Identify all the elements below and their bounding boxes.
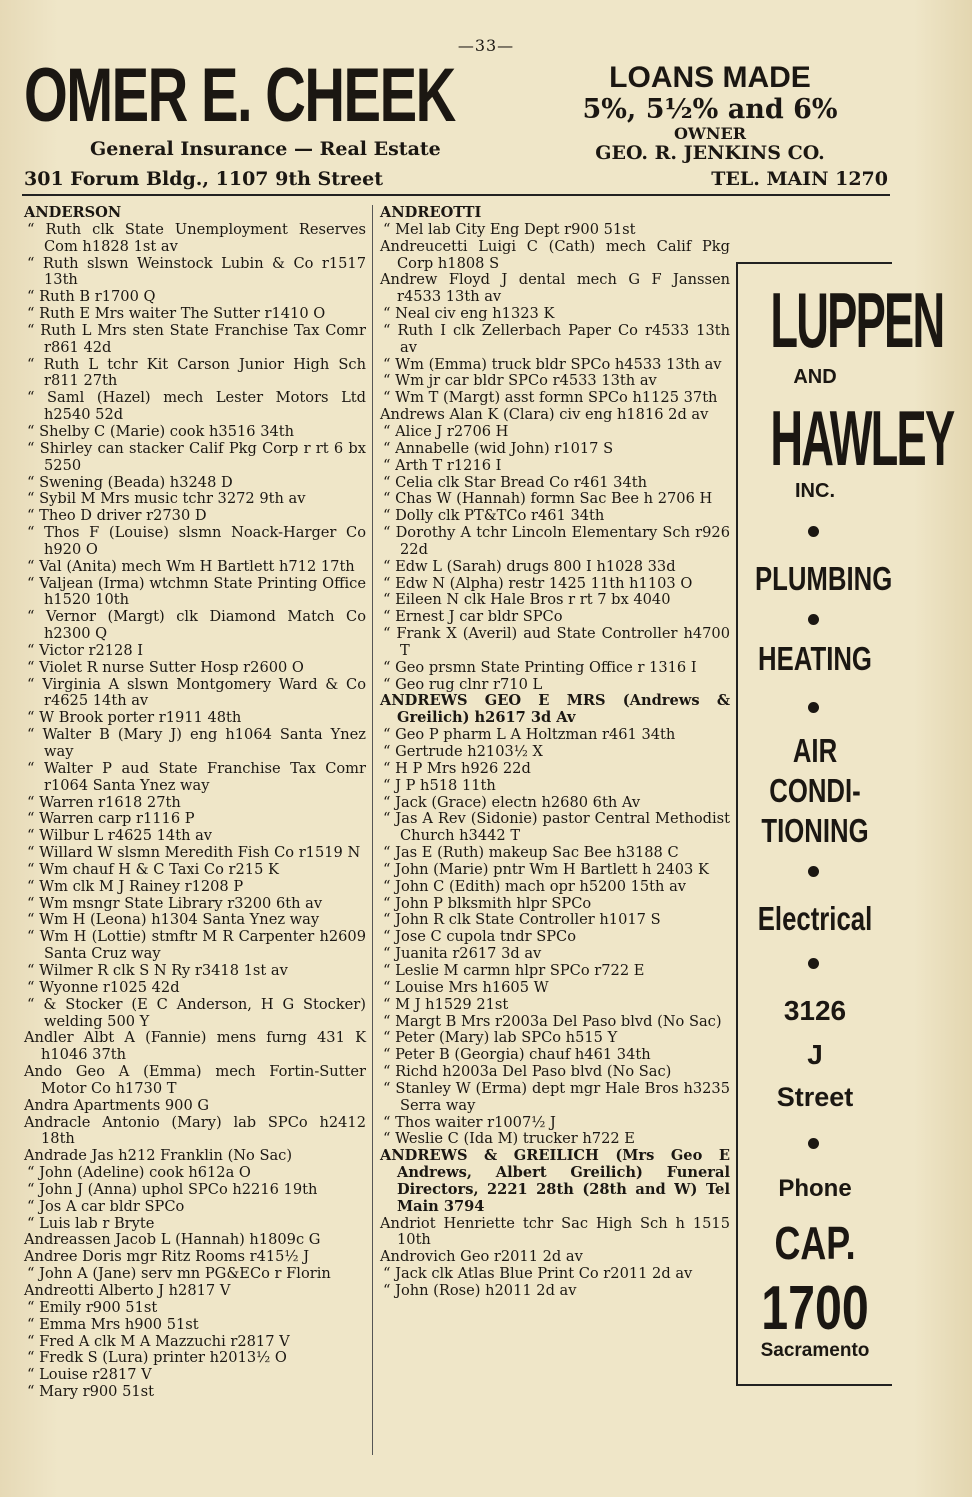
directory-entry: “ John (Adeline) cook h612a O (24, 1165, 366, 1182)
directory-entry: “ Weslie C (Ida M) trucker h722 E (380, 1131, 730, 1148)
directory-entry: “ Ruth slswn Weinstock Lubin & Co r1517 13th (24, 256, 366, 290)
directory-entry: “ Chas W (Hannah) formn Sac Bee h 2706 H (380, 491, 730, 508)
ad-street-number: 3126 (783, 995, 847, 1026)
ad-phone-number: 1700 (761, 1274, 869, 1343)
directory-entry: “ Margt B Mrs r2003a Del Paso blvd (No Sac) (380, 1014, 730, 1031)
directory-entry: Andreotti Alberto J h2817 V (24, 1282, 231, 1299)
bullet-dot (808, 958, 819, 969)
directory-entry: “ Ruth L tchr Kit Carson Junior High Sch r811 27th (24, 357, 366, 391)
directory-entry: Ando Geo A (Emma) mech Fortin-Sutter Motor Co h1730 T (24, 1063, 366, 1097)
header-rule (22, 194, 890, 196)
directory-entry: “ Dorothy A tchr Lincoln Elementary Sch r926 22d (380, 525, 730, 559)
directory-entry: “ H P Mrs h926 22d (380, 761, 730, 778)
owner-label: OWNER (673, 124, 747, 143)
directory-entry: “ Shelby C (Marie) cook h3516 34th (24, 424, 366, 441)
directory-entry: “ Dolly clk PT&TCo r461 34th (380, 508, 730, 525)
directory-entry: “ Wm H (Leona) h1304 Santa Ynez way (24, 912, 366, 929)
directory-entry: Andra Apartments 900 G (24, 1096, 210, 1114)
directory-entry: “ Arth T r1216 I (380, 458, 730, 475)
directory-entry: Andree Doris mgr Ritz Rooms r415½ J (24, 1248, 310, 1266)
directory-entry: “ Emma Mrs h900 51st (24, 1317, 366, 1334)
directory-entry: Andrews Alan K (Clara) civ eng h1816 2d av (380, 406, 709, 424)
directory-entry: “ Wm clk M J Rainey r1208 P (24, 879, 366, 896)
directory-entry: “ John C (Edith) mach opr h5200 15th av (380, 879, 730, 896)
directory-entry: “ Fredk S (Lura) printer h2013½ O (24, 1350, 366, 1367)
directory-entry: Andriot Henriette tchr Sac High Sch h 1515 10th (380, 1214, 730, 1249)
directory-entry: “ Fred A clk M A Mazzuchi r2817 V (24, 1334, 366, 1351)
directory-entry: “ Val (Anita) mech Wm H Bartlett h712 17th (24, 559, 366, 576)
directory-entry: “ Luis lab r Bryte (24, 1216, 366, 1233)
ad-air: AIR (792, 732, 838, 769)
directory-entry: “ Richd h2003a Del Paso blvd (No Sac) (380, 1064, 730, 1081)
directory-entry: “ Louise r2817 V (24, 1367, 366, 1384)
directory-entry: “ John R clk State Controller h1017 S (380, 912, 730, 929)
directory-entry: “ John P blksmith hlpr SPCo (380, 896, 730, 913)
directory-entry: “ Valjean (Irma) wtchmn State Printing Office h1520 10th (24, 576, 366, 610)
directory-entry: “ Ruth L Mrs sten State Franchise Tax Comr r861 42d (24, 323, 366, 357)
directory-entry: Andrade Jas h212 Franklin (No Sac) (24, 1147, 293, 1165)
cheek-business: General Insurance — Real Estate (90, 138, 441, 160)
directory-entry: “ Geo prsmn State Printing Office r 1316 I (380, 660, 730, 677)
directory-entry: “ Jas E (Ruth) makeup Sac Bee h3188 C (380, 845, 730, 862)
directory-entry: Andreassen Jacob L (Hannah) h1809c G (24, 1231, 321, 1249)
directory-entry: “ Wm H (Lottie) stmftr M R Carpenter h2609 Santa Cruz way (24, 929, 366, 963)
directory-entry: “ Ruth I clk Zellerbach Paper Co r4533 13th av (380, 323, 730, 357)
loans-heading: LOANS MADE (609, 61, 811, 94)
ad-condi: CONDI- (769, 772, 861, 809)
directory-entry: ANDREWS & GREILICH (Mrs Geo E Andrews, Albert Greilich) Funeral Directors, 2221 28th (28th and W) Tel Main 3794 (380, 1147, 730, 1215)
directory-entry: “ W Brook porter r1911 48th (24, 710, 366, 727)
directory-entry: “ Geo P pharm L A Holtzman r461 34th (380, 727, 730, 744)
directory-entry: “ John J (Anna) uphol SPCo h2216 19th (24, 1182, 366, 1199)
directory-entry: “ Alice J r2706 H (380, 424, 730, 441)
directory-entry: “ Gertrude h2103½ X (380, 744, 730, 761)
directory-entry: “ Willard W slsmn Meredith Fish Co r1519 N (24, 845, 366, 862)
directory-entry: “ Mary r900 51st (24, 1384, 366, 1401)
ad-street-letter: J (807, 1039, 823, 1070)
directory-entry: “ Thos waiter r1007½ J (380, 1115, 730, 1132)
directory-entry: “ Edw L (Sarah) drugs 800 I h1028 33d (380, 559, 730, 576)
luppen-hawley-advertisement (736, 262, 954, 1386)
directory-entry: “ Wyonne r1025 42d (24, 980, 366, 997)
directory-entry: “ J P h518 11th (380, 778, 730, 795)
telephone: TEL. MAIN 1270 (711, 168, 888, 190)
ad-and: AND (793, 366, 837, 388)
surname-heading: ANDREOTTI (380, 204, 482, 221)
listing-column-left (24, 205, 366, 1401)
page-number: —33— (457, 36, 515, 55)
directory-entry: “ Emily r900 51st (24, 1300, 366, 1317)
directory-entry: “ Juanita r2617 3d av (380, 946, 730, 963)
bullet-dot (808, 526, 819, 537)
directory-entry: “ Stanley W (Erma) dept mgr Hale Bros h3235 Serra way (380, 1081, 730, 1115)
directory-entry: “ Walter B (Mary J) eng h1064 Santa Ynez way (24, 727, 366, 761)
directory-entry: “ Geo rug clnr r710 L (380, 677, 730, 694)
directory-entry: “ Warren carp r1116 P (24, 811, 366, 828)
directory-entry: Androvich Geo r2011 2d av (380, 1248, 583, 1266)
ad-city: Sacramento (760, 1340, 870, 1361)
directory-entry: “ Wm T (Margt) asst formn SPCo h1125 37th (380, 390, 730, 407)
directory-entry: “ John (Marie) pntr Wm H Bartlett h 2403 K (380, 862, 730, 879)
directory-entry: “ Jas A Rev (Sidonie) pastor Central Methodist Church h3442 T (380, 811, 730, 845)
directory-entry: “ Thos F (Louise) slsmn Noack-Harger Co h920 O (24, 525, 366, 559)
directory-entry: Andreucetti Luigi C (Cath) mech Calif Pkg Corp h1808 S (380, 237, 730, 272)
directory-entry: “ Theo D driver r2730 D (24, 508, 366, 525)
directory-entry: “ Swening (Beada) h3248 D (24, 475, 366, 492)
directory-entry: “ Neal civ eng h1323 K (380, 306, 730, 323)
directory-entry: “ Warren r1618 27th (24, 795, 366, 812)
ad-street: Street (776, 1082, 854, 1112)
ad-electrical: Electrical (757, 900, 873, 937)
directory-entry: “ Wm (Emma) truck bldr SPCo h4533 13th av (380, 357, 730, 374)
directory-entry: “ Wilbur L r4625 14th av (24, 828, 366, 845)
directory-entry: “ Sybil M Mrs music tchr 3272 9th av (24, 491, 366, 508)
directory-entry: “ Jose C cupola tndr SPCo (380, 929, 730, 946)
directory-entry: “ Mel lab City Eng Dept r900 51st (380, 222, 730, 239)
cheek-address: 301 Forum Bldg., 1107 9th Street (24, 168, 384, 190)
directory-entry: “ Edw N (Alpha) restr 1425 11th h1103 O (380, 576, 730, 593)
directory-entry: “ Ernest J car bldr SPCo (380, 609, 730, 626)
loan-rates: 5%, 5½% and 6% (582, 94, 838, 125)
directory-entry: “ Wm chauf H & C Taxi Co r215 K (24, 862, 366, 879)
directory-entry: “ John (Rose) h2011 2d av (380, 1283, 730, 1300)
ad-exchange: CAP. (774, 1217, 856, 1269)
directory-entry: “ Virginia A slswn Montgomery Ward & Co r4625 14th av (24, 677, 366, 711)
directory-entry: “ Ruth E Mrs waiter The Sutter r1410 O (24, 306, 366, 323)
directory-entry: “ Saml (Hazel) mech Lester Motors Ltd h2540 52d (24, 390, 366, 424)
directory-entry: “ Annabelle (wid John) r1017 S (380, 441, 730, 458)
directory-entry: “ Celia clk Star Bread Co r461 34th (380, 475, 730, 492)
ad-hawley: HAWLEY (770, 394, 954, 482)
directory-entry: “ Violet R nurse Sutter Hosp r2600 O (24, 660, 366, 677)
directory-entry: “ Victor r2128 I (24, 643, 366, 660)
bullet-dot (808, 614, 819, 625)
directory-entry: “ M J h1529 21st (380, 997, 730, 1014)
directory-entry: “ & Stocker (E C Anderson, H G Stocker) welding 500 Y (24, 997, 366, 1031)
ad-plumbing: PLUMBING (754, 560, 893, 597)
directory-entry: “ Ruth clk State Unemployment Reserves Com h1828 1st av (24, 222, 366, 256)
directory-entry: “ Peter B (Georgia) chauf h461 34th (380, 1047, 730, 1064)
bullet-dot (808, 702, 819, 713)
directory-entry: “ Wm msngr State Library r3200 6th av (24, 896, 366, 913)
directory-entry: “ Shirley can stacker Calif Pkg Corp r rt 6 bx 5250 (24, 441, 366, 475)
column-divider (372, 205, 373, 1455)
directory-entry: “ Wilmer R clk S N Ry r3418 1st av (24, 963, 366, 980)
ad-tioning: TIONING (761, 812, 869, 849)
directory-entry: “ John A (Jane) serv mn PG&ECo r Florin (24, 1266, 366, 1283)
surname-heading: ANDERSON (24, 204, 122, 221)
bullet-dot (808, 866, 819, 877)
directory-entry: ANDREWS GEO E MRS (Andrews & Greilich) h2617 3d Av (380, 692, 730, 727)
directory-entry: Andrew Floyd J dental mech G F Janssen r4533 13th av (380, 271, 730, 306)
ad-phone-label: Phone (778, 1175, 852, 1202)
directory-entry: “ Eileen N clk Hale Bros r rt 7 bx 4040 (380, 592, 730, 609)
directory-entry: “ Vernor (Margt) clk Diamond Match Co h2300 Q (24, 609, 366, 643)
ad-heating: HEATING (758, 640, 872, 677)
directory-entry: “ Walter P aud State Franchise Tax Comr r1064 Santa Ynez way (24, 761, 366, 795)
directory-entry: “ Jack (Grace) electn h2680 6th Av (380, 795, 730, 812)
ad-inc: INC. (795, 480, 835, 502)
cheek-name: OMER E. CHEEK (24, 53, 455, 138)
directory-entry: “ Leslie M carmn hlpr SPCo r722 E (380, 963, 730, 980)
directory-entry: Andler Albt A (Fannie) mens furng 431 K h1046 37th (24, 1029, 366, 1064)
directory-entry: “ Jos A car bldr SPCo (24, 1199, 366, 1216)
directory-entry: Andracle Antonio (Mary) lab SPCo h2412 18th (24, 1113, 366, 1148)
jenkins-name: GEO. R. JENKINS CO. (595, 142, 825, 164)
directory-entry: “ Jack clk Atlas Blue Print Co r2011 2d av (380, 1266, 730, 1283)
ad-luppen: LUPPEN (770, 276, 944, 364)
listing-column-right (380, 205, 730, 1300)
directory-entry: “ Peter (Mary) lab SPCo h515 Y (380, 1030, 730, 1047)
directory-entry: “ Frank X (Averil) aud State Controller h4700 T (380, 626, 730, 660)
directory-entry: “ Ruth B r1700 Q (24, 289, 366, 306)
directory-entry: “ Wm jr car bldr SPCo r4533 13th av (380, 373, 730, 390)
bullet-dot (808, 1138, 819, 1149)
directory-entry: “ Louise Mrs h1605 W (380, 980, 730, 997)
